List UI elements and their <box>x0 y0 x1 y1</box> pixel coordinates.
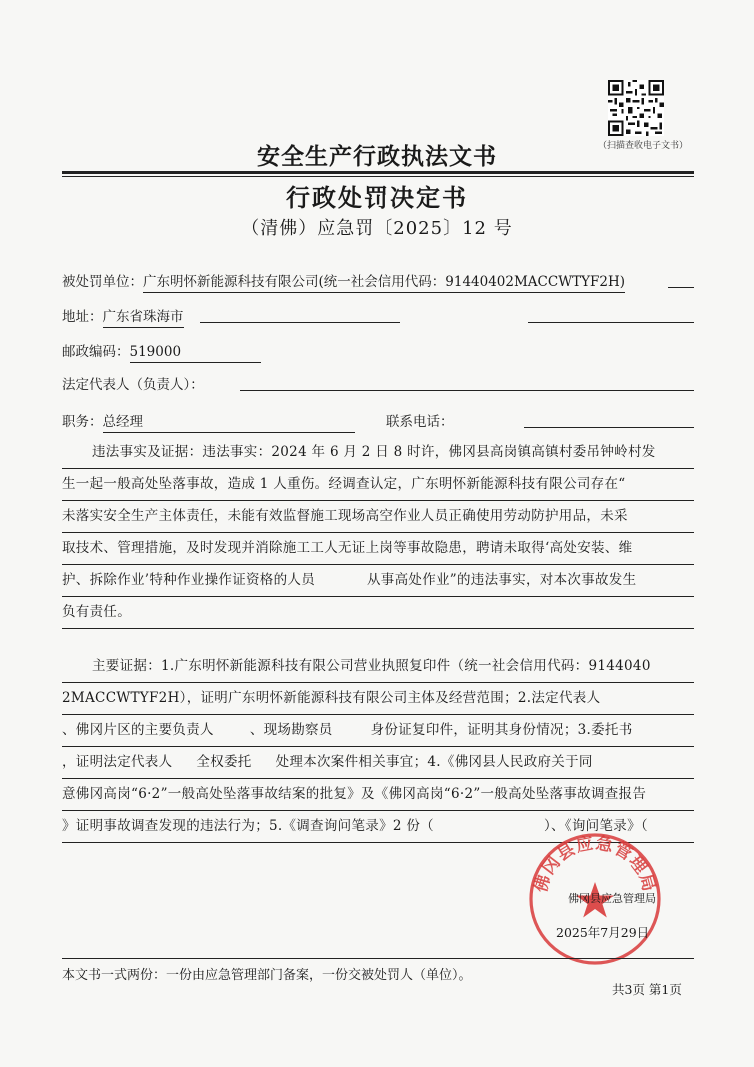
footer-rule <box>62 958 694 959</box>
party-row <box>62 270 625 290</box>
representative-row <box>62 373 204 393</box>
position-value: 总经理 <box>103 414 356 433</box>
phone-row <box>386 410 454 430</box>
party-value: 广东明怀新能源科技有限公司(统一社会信用代码：91440402MACCWTYF2H) <box>143 274 625 293</box>
address-label: 地址： <box>62 309 103 325</box>
address-line-2 <box>528 322 694 323</box>
evidence-line: 2MACCWTYF2H），证明广东明怀新能源科技有限公司主体及经营范围；2.法定代表人 <box>62 683 694 715</box>
main-evidence <box>62 651 694 843</box>
facts-line: 违法事实及证据：违法事实：2024 年 6 月 2 日 8 时许，佛冈县高岗镇高镇村委吊钟岭村发 <box>62 437 694 469</box>
signature-date: 2025年7月29日 <box>556 925 650 940</box>
evidence-line: ，证明法定代表人 全权委托 处理本次案件相关事宜；4.《佛冈县人民政府关于同 <box>62 747 694 779</box>
issuing-authority: 佛冈县应急管理局 <box>568 892 656 905</box>
evidence-line: 意佛冈高岗“6·2”一般高处坠落事故结案的批复》及《佛冈高岗“6·2”一般高处坠落事故调查报告 <box>62 779 694 811</box>
postcode-row <box>62 340 261 360</box>
address-line <box>200 322 400 323</box>
representative-label: 法定代表人（负责人）： <box>62 377 204 393</box>
qr-caption: （扫描查收电子文书） <box>598 141 689 151</box>
phone-line <box>524 427 694 428</box>
party-label: 被处罚单位： <box>62 274 143 290</box>
footer-note: 本文书一式两份：一份由应急管理部门备案，一份交被处罚人（单位）。 <box>62 968 472 983</box>
party-line-tail <box>668 287 694 288</box>
postcode-label: 邮政编码： <box>62 344 130 360</box>
facts-line: 未落实安全生产主体责任，未能有效监督施工现场高空作业人员正确使用劳动防护用品，未采 <box>62 501 694 533</box>
position-row <box>62 410 355 430</box>
document-series: 安全生产行政执法文书 <box>257 143 497 170</box>
address-row <box>62 305 184 325</box>
header-rule-thick <box>62 171 694 174</box>
facts-line: 生一起一般高处坠落事故，造成 1 人重伤。经调查认定，广东明怀新能源科技有限公司存在“ <box>62 469 694 501</box>
page-info: 共3页 第1页 <box>612 982 682 997</box>
facts-line: 负有责任。 <box>62 597 694 629</box>
representative-line <box>240 390 694 391</box>
header-rule-thin <box>62 176 694 177</box>
postcode-value: 519000 <box>130 344 262 363</box>
document-title: 行政处罚决定书 <box>286 183 468 212</box>
seal-text: 佛冈县应急管理局 <box>531 833 659 895</box>
evidence-line: 主要证据：1.广东明怀新能源科技有限公司营业执照复印件（统一社会信用代码：9144040 <box>62 651 694 683</box>
violation-facts <box>62 437 694 629</box>
phone-label: 联系电话： <box>386 414 454 430</box>
qr-code[interactable] <box>608 80 664 136</box>
facts-line: 取技术、管理措施，及时发现并消除施工工人无证上岗等事故隐患，聘请未取得‘高处安装、维 <box>62 533 694 565</box>
evidence-line: 、佛冈片区的主要负责人 、现场勘察员 身份证复印件，证明其身份情况；3.委托书 <box>62 715 694 747</box>
evidence-line: 》证明事故调查发现的违法行为；5.《调查询问笔录》2 份（ ）、《询问笔录》（ <box>62 811 694 843</box>
position-label: 职务： <box>62 414 103 430</box>
facts-line: 护、拆除作业’特种作业操作证资格的人员 从事高处作业”的违法事实，对本次事故发生 <box>62 565 694 597</box>
document-number: （清佛）应急罚〔2025〕12 号 <box>241 218 513 239</box>
address-value: 广东省珠海市 <box>103 309 184 328</box>
